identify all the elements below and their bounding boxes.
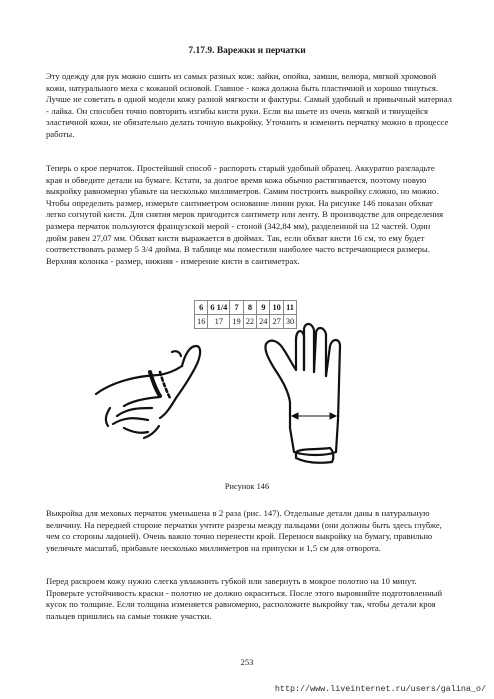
size-cell: 6: [195, 301, 208, 315]
cm-cell: 17: [208, 315, 230, 329]
watermark-url: http://www.liveinternet.ru/users/galina_o/: [274, 684, 486, 694]
paragraph-pattern: Выкройка для меховых перчаток уменьшена в 2 раза (рис. 147). Отдельные детали даны в натуральную величину. На передней стороне перчатки учтите разрезы между пальцами (они должны быть здесь глубже, чем со стороны ладоней). Очень важно точно перенести крой. Перенося выкройку на бумагу, правильно увеличьте масштаб, прибавьте несколько миллиметров на припуски и 1,5 см для отворота.: [46, 508, 442, 553]
cm-cell: 16: [195, 315, 208, 329]
cm-cell: 24: [257, 315, 270, 329]
paragraph-cutting: Теперь о крое перчаток. Простейший способ - распороть старый удобный образец. Аккуратно разгладьте края и обведите детали на бумаге. Кстати, за долгое время кожа обычно растягивается, поэтому новую выкройку равномерно убавьте на несколько миллиметров. Самим построить выкройку сложно, но можно. Чтобы определить размер, измерьте сантиметром основание линии руки. На рисунке 146 показан обхват легко согнутой кисти. Для снятия мерок пригодится сантиметр или ленту. В производстве для определения размера перчаток пользуются французской мерой - стоной (342,84 мм), разделенной на 12 частей. Один дюйм равен 27,07 мм. Обхват кисти выражается в дюймах. Так, если обхват кисти 16 см, то ему будет соответствовать размер 5 3/4 дюйма. В таблице мы поместили наиболее часто встречающиеся размеры. Верхняя колонка - размер, нижняя - измерение кисти в сантиметрах.: [46, 163, 444, 266]
size-cell: 9: [257, 301, 270, 315]
size-cell: 11: [283, 301, 296, 315]
size-cell: 6 1/4: [208, 301, 230, 315]
figure-caption: Рисунок 146: [224, 482, 270, 491]
section-heading: 7.17.9. Варежки и перчатки: [188, 46, 306, 56]
cm-cell: 30: [283, 315, 296, 329]
size-cell: 8: [243, 301, 256, 315]
paragraph-preparation: Перед раскроем кожу нужно слегка увлажнить губкой или завернуть в мокрое полотно на 10 минут. Проверьте устойчивость краски - полотно не должно окраситься. После этого выровняйте подготовленный кусок по толщине. Если толщина изменяется равномерно, расположите выкройку так, чтобы детали кроя пальцев пришлись на самые тонкие участки.: [46, 576, 443, 621]
cm-cell: 22: [243, 315, 256, 329]
glove-drawing: [265, 324, 340, 463]
cm-cell: 27: [270, 315, 283, 329]
cm-cell: 19: [230, 315, 243, 329]
paragraph-materials: Эту одежду для рук можно сшить из самых разных кож: лайки, опойка, замши, велюра, мягкой хромовой кожи, натурального меха с кожаной основой. Главное - кожа должна быть пластичной и хорошо тянуться. Лучше не советать в одной модели кожу разной мягкости и фактуры. Самый удобный и привычный материал - лайка. Он способен точно повторить изгибы кисти руки. Если вы шьете из очень мягкой и тянущейся эластичной кожи, не обязательно делать точную выкройку. Уточнить и изменить перчатку можно в процессе работы.: [46, 71, 452, 139]
hand-measure-drawing: [96, 346, 200, 438]
size-cell: 10: [270, 301, 283, 315]
width-marker: [292, 413, 336, 419]
size-cell: 7: [230, 301, 243, 315]
page-number: 253: [240, 657, 254, 667]
